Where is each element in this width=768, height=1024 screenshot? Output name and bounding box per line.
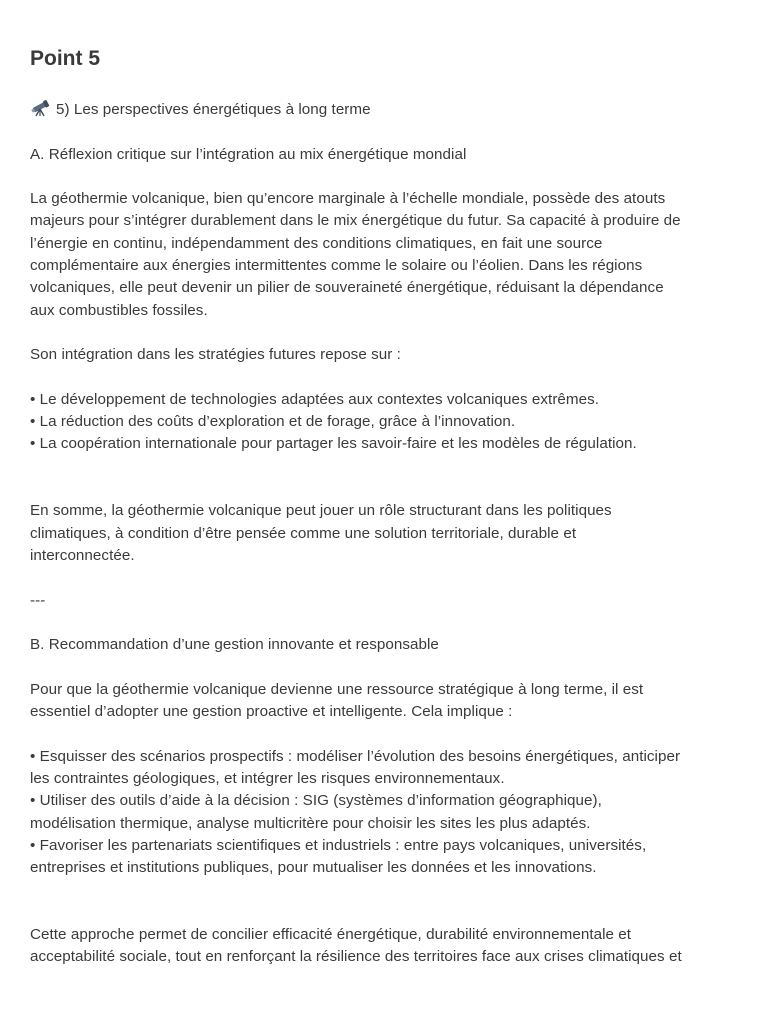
paragraph-line: En somme, la géothermie volcanique peut jouer un rôle structurant dans les politiques — [30, 502, 612, 520]
list-item: les contraintes géologiques, et intégrer les risques environnementaux. — [30, 769, 505, 787]
paragraph-line: l’énergie en continu, indépendamment des conditions climatiques, en fait une source — [30, 234, 603, 252]
page-title: Point 5 — [30, 47, 101, 70]
paragraph-line: La géothermie volcanique, bien qu’encore marginale à l’échelle mondiale, possède des atouts — [30, 190, 666, 208]
section-heading — [30, 99, 745, 121]
section-a-title: A. Réflexion critique sur l’intégration au mix énergétique mondial — [30, 145, 467, 163]
paragraph-line: acceptabilité sociale, tout en renforçant la résilience des territoires face aux crises climatiques et — [30, 948, 682, 966]
section-b-conclusion — [30, 924, 745, 969]
list-item: modélisation thermique, analyse multicritère pour choisir les sites les plus adaptés. — [30, 814, 591, 832]
separator: --- — [30, 591, 46, 609]
paragraph-line: essentiel d’adopter une gestion proactive et intelligente. Cela implique : — [30, 703, 513, 721]
list-item: • Favoriser les partenariats scientifiques et industriels : entre pays volcaniques, universités, — [30, 836, 647, 854]
section-b-bullet-list — [30, 746, 745, 880]
telescope-icon — [30, 99, 52, 117]
list-item: • Utiliser des outils d’aide à la décision : SIG (systèmes d’information géographique), — [30, 792, 602, 810]
paragraph-line: interconnectée. — [30, 546, 135, 564]
list-item: • Esquisser des scénarios prospectifs : modéliser l’évolution des besoins énergétiques, anticiper — [30, 747, 681, 765]
list-item: • La réduction des coûts d’exploration et de forage, grâce à l’innovation. — [30, 413, 516, 431]
list-item: entreprises et institutions publiques, pour mutualiser les données et les innovations. — [30, 859, 597, 877]
paragraph-line: majeurs pour s’intégrer durablement dans le mix énergétique du futur. Sa capacité à produire de — [30, 212, 681, 230]
paragraph-line: Cette approche permet de concilier efficacité énergétique, durabilité environnementale et — [30, 925, 632, 943]
section-a-intro: Son intégration dans les stratégies futures repose sur : — [30, 346, 401, 364]
paragraph-line: aux combustibles fossiles. — [30, 301, 208, 319]
document-body — [30, 44, 745, 969]
section-b-paragraph — [30, 679, 745, 724]
paragraph-line: complémentaire aux énergies intermittentes comme le solaire ou l’éolien. Dans les régions — [30, 257, 643, 275]
section-a-conclusion — [30, 500, 745, 567]
paragraph-line: Pour que la géothermie volcanique devienne une ressource stratégique à long terme, il est — [30, 680, 644, 698]
list-item: • Le développement de technologies adaptées aux contextes volcaniques extrêmes. — [30, 390, 600, 408]
paragraph-line: climatiques, à condition d’être pensée comme une solution territoriale, durable et — [30, 524, 577, 542]
section-b-title: B. Recommandation d’une gestion innovante et responsable — [30, 636, 439, 654]
list-item: • La coopération internationale pour partager les savoir-faire et les modèles de régulation. — [30, 435, 637, 453]
section-heading-label: 5) Les perspectives énergétiques à long terme — [56, 101, 371, 118]
paragraph-line: volcaniques, elle peut devenir un pilier de souveraineté énergétique, réduisant la dépendance — [30, 279, 664, 297]
section-a-bullet-list — [30, 389, 745, 456]
section-a-paragraph — [30, 188, 745, 322]
